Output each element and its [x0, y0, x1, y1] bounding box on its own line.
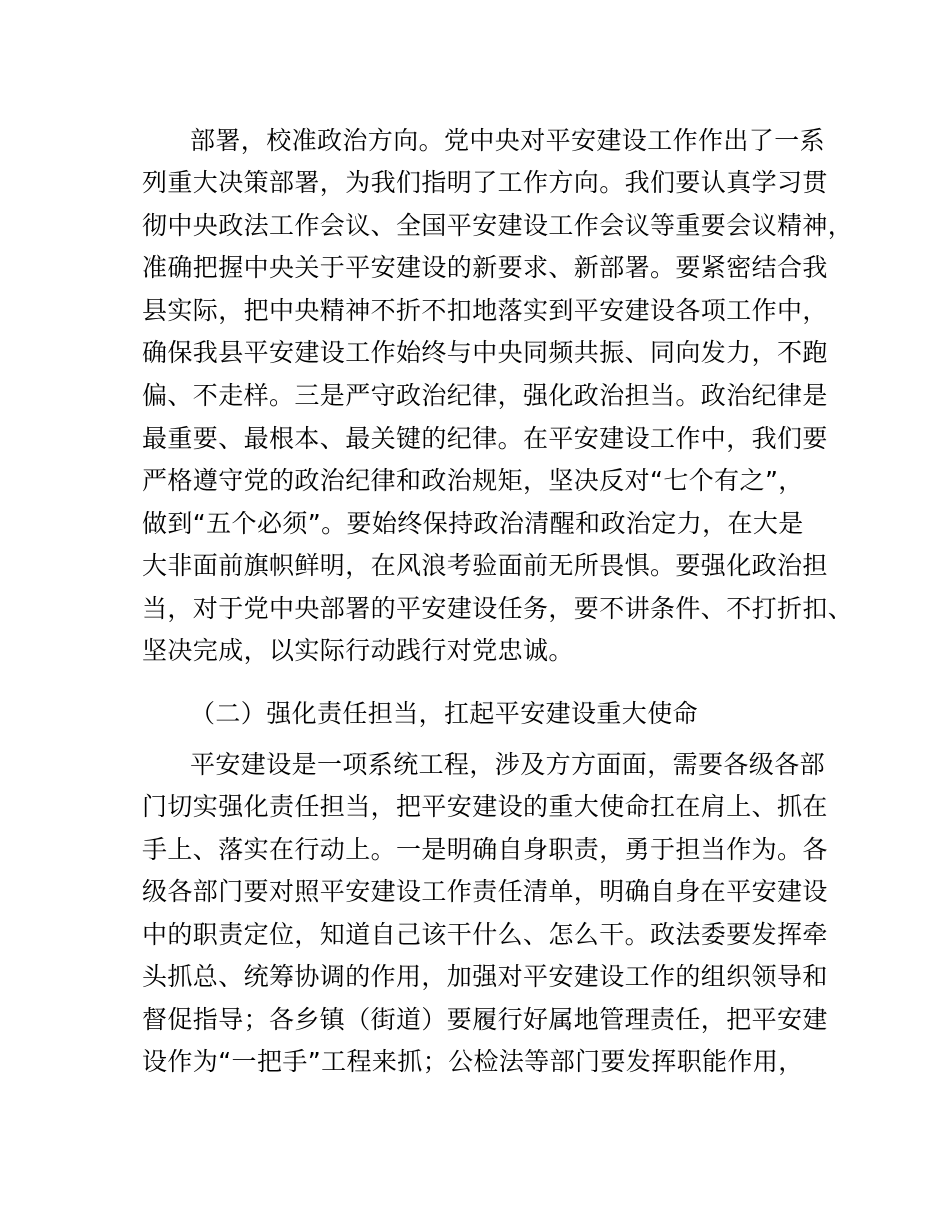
paragraph-1-line-13: 坚决完成，以实际行动践行对党忠诚。 [142, 636, 574, 665]
paragraph-1-line-4: 准确把握中央关于平安建设的新要求、新部署。要紧密结合我 [142, 253, 828, 282]
paragraph-1-line-2: 列重大决策部署，为我们指明了工作方向。我们要认真学习贯 [142, 168, 828, 197]
paragraph-2-line-8: 设作为“一把手”工程来抓；公检法等部门要发挥职能作用， [142, 1047, 804, 1076]
paragraph-1-line-9: 严格遵守党的政治纪律和政治规矩，坚决反对“七个有之”， [142, 466, 804, 495]
paragraph-1-line-8: 最重要、最根本、最关键的纪律。在平安建设工作中，我们要 [142, 424, 828, 453]
paragraph-2-line-7: 督促指导；各乡镇（街道）要履行好属地管理责任，把平安建 [142, 1005, 828, 1034]
paragraph-1-line-6: 确保我县平安建设工作始终与中央同频共振、同向发力，不跑 [142, 338, 828, 367]
paragraph-2-line-3: 手上、落实在行动上。一是明确自身职责，勇于担当作为。各 [142, 835, 828, 864]
paragraph-1-line-12: 当，对于党中央部署的平安建设任务，要不讲条件、不打折扣、 [142, 594, 854, 623]
paragraph-2-line-4: 级各部门要对照平安建设工作责任清单，明确自身在平安建设 [142, 877, 828, 906]
paragraph-1-line-3: 彻中央政法工作会议、全国平安建设工作会议等重要会议精神， [142, 211, 854, 240]
section-heading: （二）强化责任担当，扛起平安建设重大使命 [190, 699, 699, 728]
paragraph-1-line-5: 县实际，把中央精神不折不扣地落实到平安建设各项工作中， [142, 296, 828, 325]
paragraph-1-line-7: 偏、不走样。三是严守政治纪律，强化政治担当。政治纪律是 [142, 381, 828, 410]
paragraph-1-line-10: 做到“五个必须”。要始终保持政治清醒和政治定力，在大是 [142, 509, 804, 538]
paragraph-2-line-1: 平安建设是一项系统工程，涉及方方面面，需要各级各部 [190, 750, 826, 779]
paragraph-2-line-2: 门切实强化责任担当，把平安建设的重大使命扛在肩上、抓在 [142, 792, 828, 821]
paragraph-2-line-5: 中的职责定位，知道自己该干什么、怎么干。政法委要发挥牵 [142, 920, 828, 949]
paragraph-2-line-6: 头抓总、统筹协调的作用，加强对平安建设工作的组织领导和 [142, 962, 828, 991]
paragraph-1-line-11: 大非面前旗帜鲜明，在风浪考验面前无所畏惧。要强化政治担 [142, 551, 828, 580]
paragraph-1-line-1: 部署，校准政治方向。党中央对平安建设工作作出了一系 [190, 126, 826, 155]
